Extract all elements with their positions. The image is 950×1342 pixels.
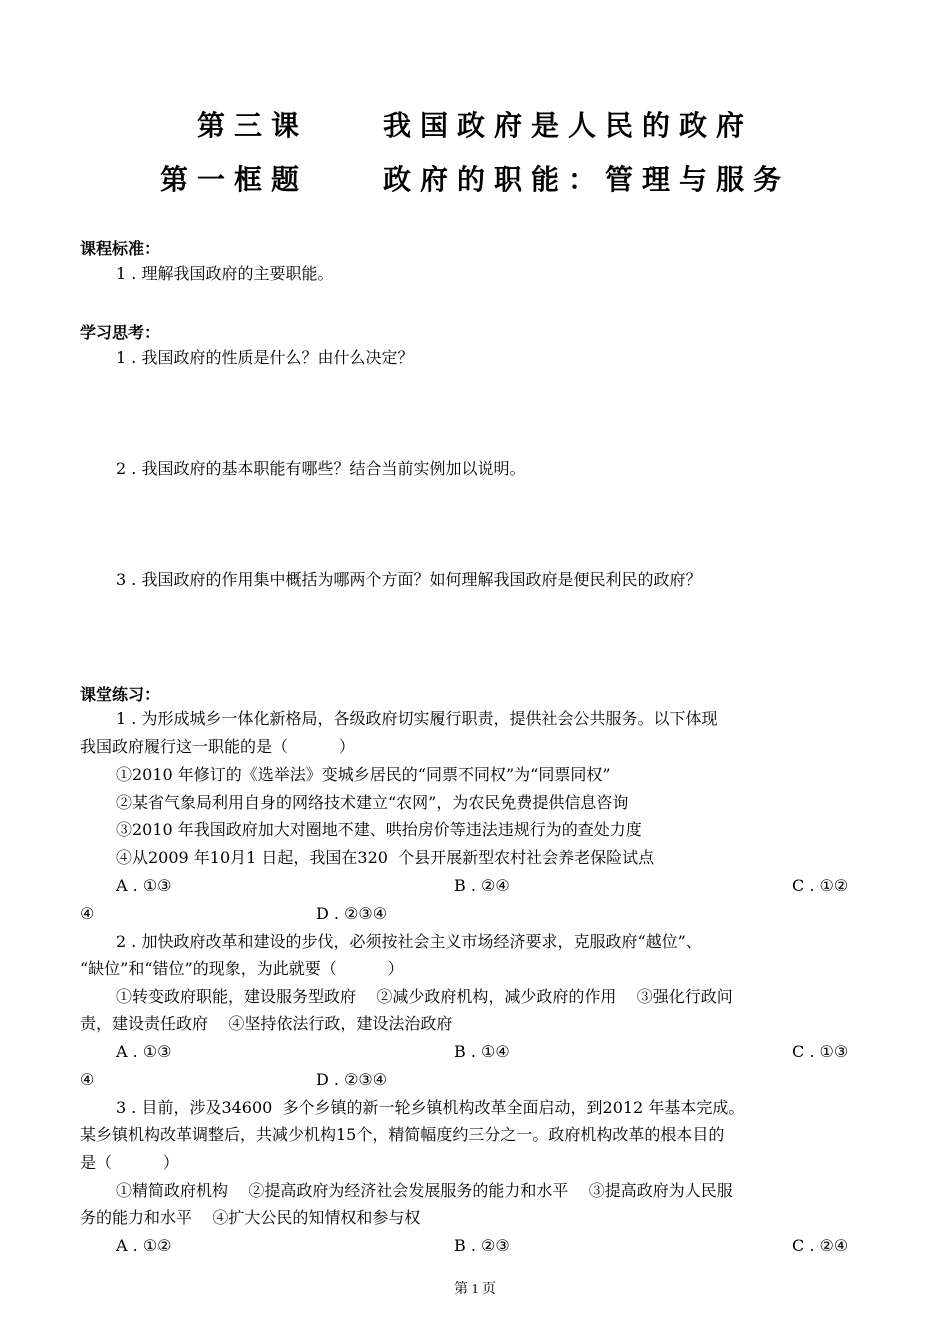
thinking-item-1: 1 . 我国政府的性质是什么？由什么决定？ xyxy=(116,348,414,367)
q1-option-c: C . ①② xyxy=(792,876,849,895)
q2-stem-line-1: 2 . 加快政府改革和建设的步伐，必须按社会主义市场经济要求，克服政府“越位”、 xyxy=(116,932,702,951)
q1-option-c-cont: ④ xyxy=(80,904,95,923)
q1-option-d: D . ②③④ xyxy=(316,904,388,923)
q3-stem-line-1: 3 . 目前，涉及34600 多个乡镇的新一轮乡镇机构改革全面启动，到2012 年基本完成。 xyxy=(116,1098,745,1117)
practice-heading: 课堂练习： xyxy=(80,685,161,704)
q2-option-b: B . ①④ xyxy=(454,1042,510,1061)
q3-option-c: C . ②④ xyxy=(792,1236,849,1255)
q2-statements-line-1: ①转变政府职能，建设服务型政府 ②减少政府机构，减少政府的作用 ③强化行政问 xyxy=(116,987,733,1006)
q1-statement-1: ①2010 年修订的《选举法》变城乡居民的“同票不同权”为“同票同权” xyxy=(116,765,611,784)
q1-statement-3: ③2010 年我国政府加大对圈地不建、哄抬房价等违法违规行为的查处力度 xyxy=(116,820,642,839)
q2-option-c-cont: ④ xyxy=(80,1070,95,1089)
q2-statements-line-2: 责，建设责任政府 ④坚持依法行政，建设法治政府 xyxy=(80,1014,453,1033)
q2-stem-line-2: “缺位”和“错位”的现象，为此就要（ ） xyxy=(80,959,404,978)
q1-statement-4: ④从2009 年10月1 日起，我国在320 个县开展新型农村社会养老保险试点 xyxy=(116,848,655,867)
thinking-item-3: 3 . 我国政府的作用集中概括为哪两个方面？如何理解我国政府是便民利民的政府？ xyxy=(116,570,702,589)
q3-stem-line-2: 某乡镇机构改革调整后，共减少机构15个，精简幅度约三分之一。政府机构改革的根本目的 xyxy=(80,1125,725,1144)
q3-stem-line-3: 是（ ） xyxy=(80,1153,179,1172)
q3-statements-line-2: 务的能力和水平 ④扩大公民的知情权和参与权 xyxy=(80,1208,421,1227)
q3-option-b: B . ②③ xyxy=(454,1236,510,1255)
page-number: 第 1 页 xyxy=(454,1282,496,1297)
q2-option-d: D . ②③④ xyxy=(316,1070,388,1089)
q1-statement-2: ②某省气象局利用自身的网络技术建立“农网”，为农民免费提供信息咨询 xyxy=(116,793,629,812)
q2-option-c: C . ①③ xyxy=(792,1042,849,1061)
q3-statements-line-1: ①精简政府机构 ②提高政府为经济社会发展服务的能力和水平 ③提高政府为人民服 xyxy=(116,1181,733,1200)
q1-option-a: A . ①③ xyxy=(116,876,172,895)
page-title-1: 第三课 我国政府是人民的政府 xyxy=(197,109,753,142)
standard-item: 1 . 理解我国政府的主要职能。 xyxy=(116,264,334,283)
thinking-heading: 学习思考： xyxy=(80,323,161,342)
q1-option-b: B . ②④ xyxy=(454,876,510,895)
standard-heading: 课程标准： xyxy=(80,239,161,258)
q2-option-a: A . ①③ xyxy=(116,1042,172,1061)
q3-option-a: A . ①② xyxy=(116,1236,172,1255)
q1-stem-line-2: 我国政府履行这一职能的是（ ） xyxy=(80,737,355,756)
thinking-item-2: 2 . 我国政府的基本职能有哪些？结合当前实例加以说明。 xyxy=(116,459,526,478)
q1-stem-line-1: 1 . 为形成城乡一体化新格局，各级政府切实履行职责，提供社会公共服务。以下体现 xyxy=(116,709,718,728)
page-title-2: 第一框题 政府的职能：管理与服务 xyxy=(160,163,790,196)
